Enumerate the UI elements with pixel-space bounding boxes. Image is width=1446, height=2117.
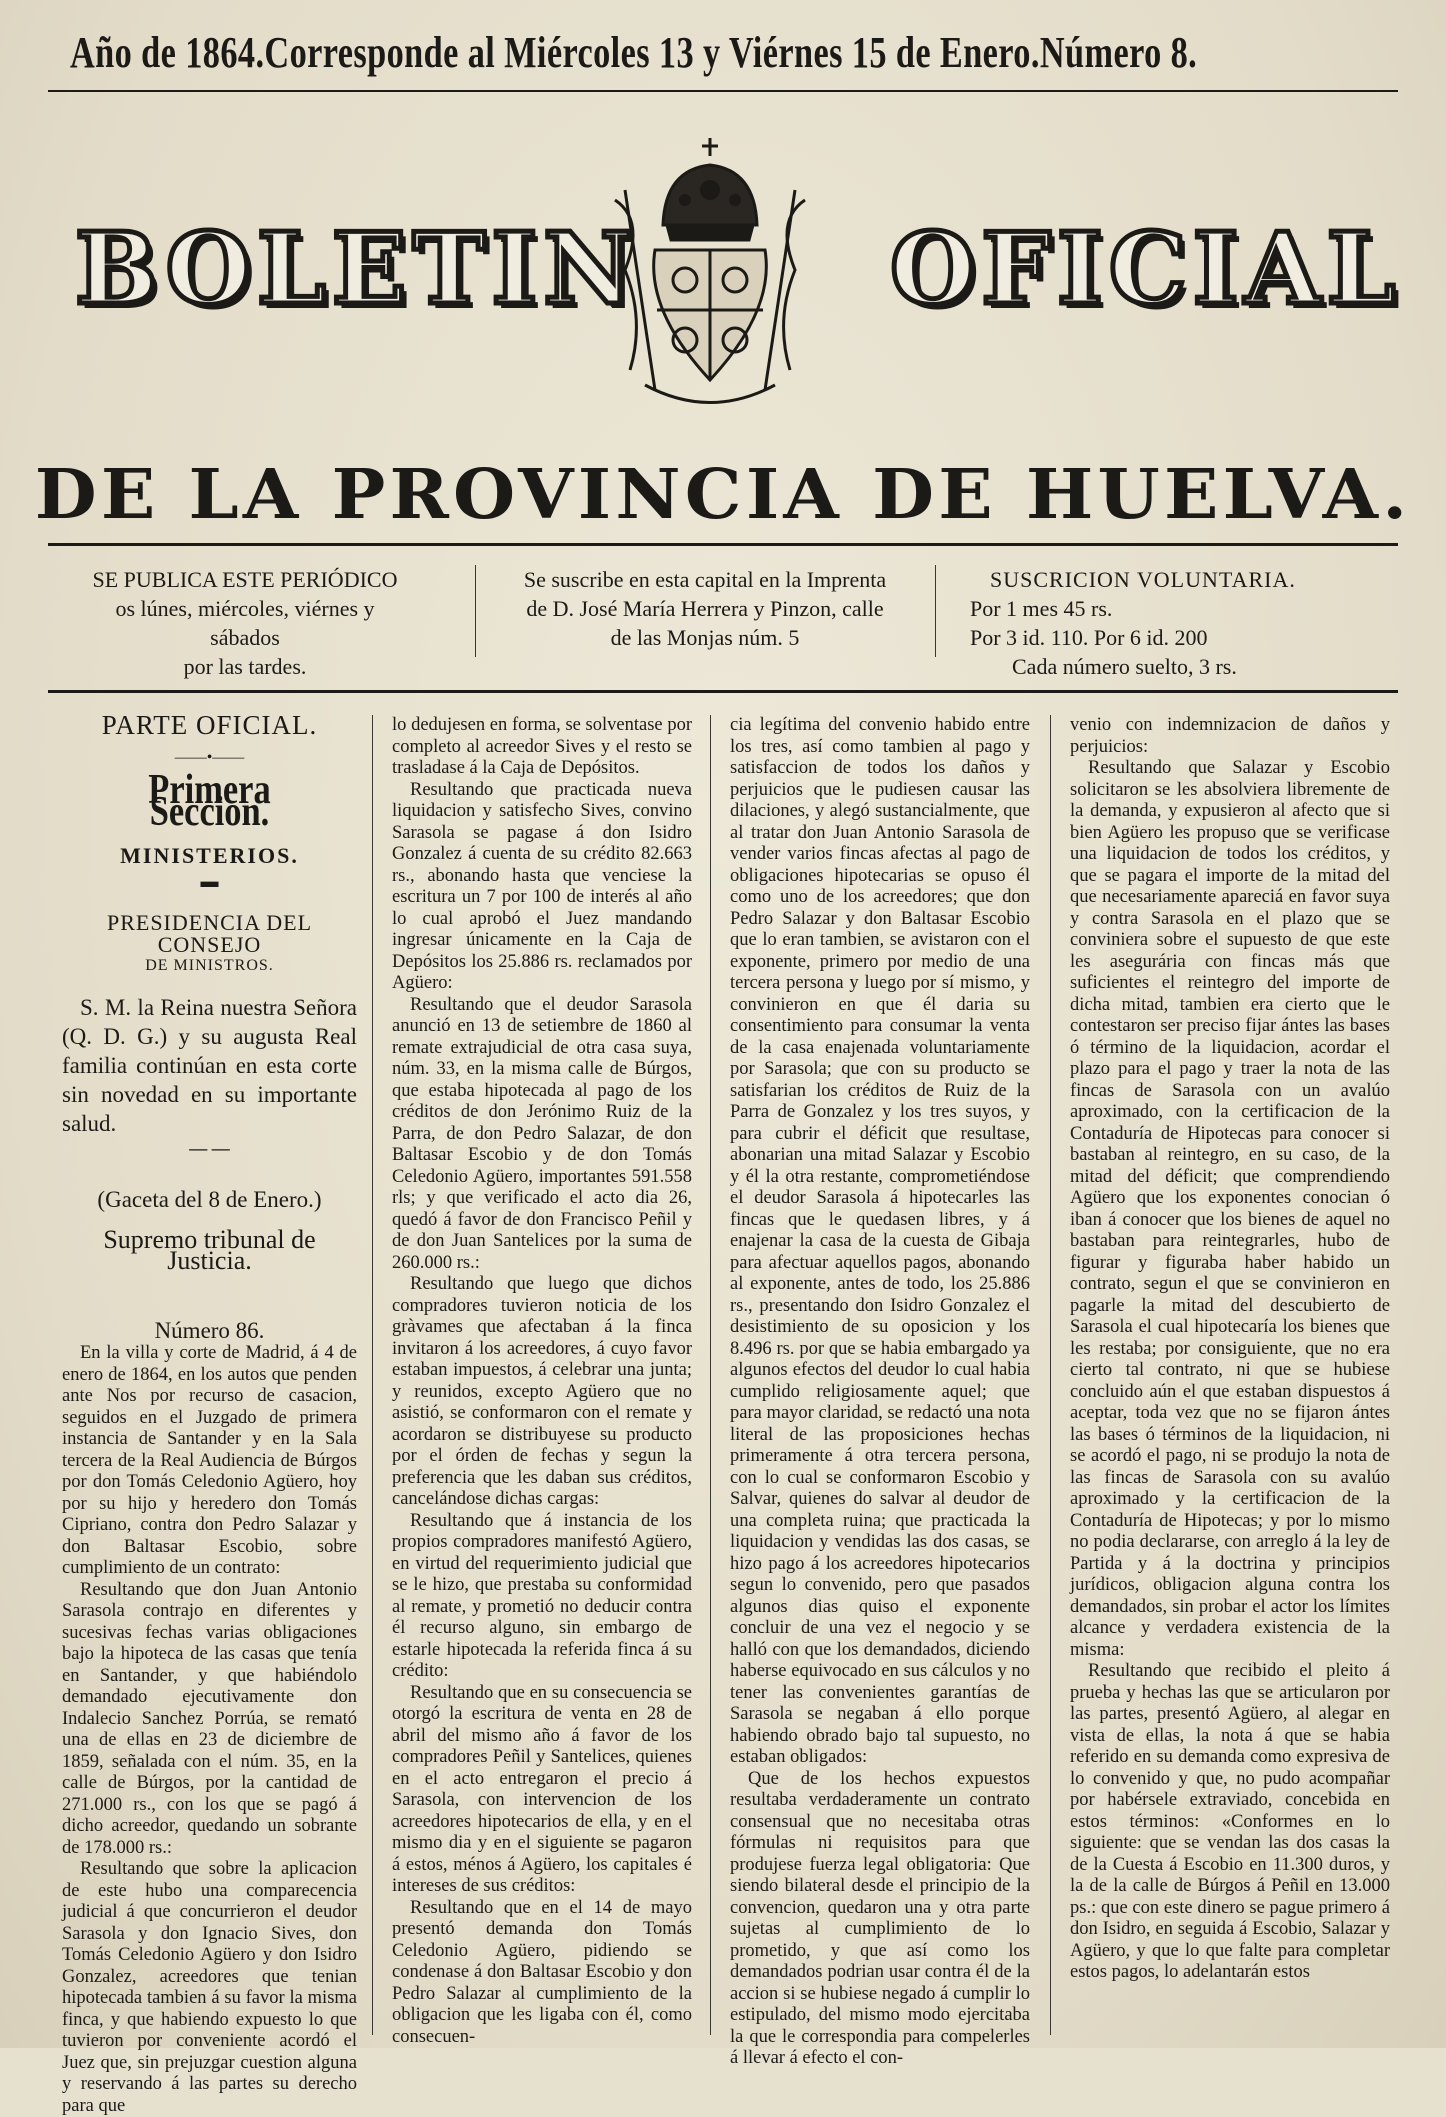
info-divider (935, 565, 936, 657)
column-4 (1070, 715, 1390, 1984)
info-publication (80, 565, 410, 681)
rule-below-info (48, 690, 1398, 693)
ornament-divider: ――•―― (174, 748, 245, 766)
gaceta-source: (Gaceta del 8 de Enero.) (97, 1187, 322, 1212)
issue-year: Año de 1864. (70, 28, 265, 77)
column-2 (392, 715, 692, 2048)
paragraph: Resultando que practicada nueva liquidacion y satisfecho Sives, convino Sarasola se pagase á don Isidro Gonzalez á cuenta de su crédito 82.663 rs., abonando hasta que venciese la escritura un 7 por 100 de interés al año lo cual aprobó el Juez mandando ingresar únicamente en la Caja de Depósitos los 25.886 rs. reclamados por Agüero: (392, 779, 692, 993)
numero-heading: Número 86. (154, 1317, 265, 1343)
presidencia-subheading: DE MINISTROS. (145, 957, 274, 974)
info-divider (475, 565, 476, 657)
paragraph: Resultando que en su consecuencia se otorgó la escritura de venta en 28 de abril del mismo año á favor de los compradores Peñil y Santelices, quienes en el acto entregaron el precio á Sarasola, con intervencion de los acreedores hipotecarios de ella, y en el mismo dia y en el siguiente se pagaron á estos, ménos á Agüero, los capitales é intereses de sus créditos: (392, 1682, 692, 1896)
primera-seccion-heading: Primera Seccion. (148, 767, 271, 835)
title-oficial: OFICIAL (890, 212, 1402, 327)
rule-above-info (48, 543, 1398, 546)
paragraph: Que de los hechos expuestos resultaba verdaderamente un contrato consensual que no necesitaba otras fórmulas ni requisitos para que produjese fuerza legal obligatoria: Que siendo bilateral desde el principio de la convencion, quedaron una y otra parte sujetas al cumplimiento de lo prometido, y que así como los demandados podrian usar contra él de la accion si se hubiese negado á cumplir lo estipulado, del mismo modo ejercitaba la que le correspondia para compelerles á llevar á efecto el con- (730, 1768, 1030, 2068)
title-boletin: BOLETIN (75, 212, 639, 327)
paragraph: Resultando que luego que dichos compradores tuvieron noticia de los gràvames que afectaban á la finca invitaron á los acreedores, á cuyo favor estaban impuestos, á celebrar una junta; y reunidos, excepto Agüero que no asistió, se conformaron con el remate y acordaron se distribuyese su producto por el órden de fechas y segun la preferencia que les daban sus créditos, cancelándose dichas cargas: (392, 1274, 692, 1509)
issue-number: Número 8. (1039, 28, 1198, 77)
paragraph: Resultando que á instancia de los propios compradores manifestó Agüero, en virtud del requerimiento judicial que se le hizo, que prestaba su conformidad al remate, y prometió no deducir contra él recurso alguno, sin embargo de estarle hipotecada la referida finca á su crédito: (392, 1510, 692, 1681)
info-subscription-place (485, 565, 925, 652)
column-1 (62, 710, 357, 2117)
info-line: SUSCRICION VOLUNTARIA. (990, 567, 1296, 592)
paragraph: Resultando que don Juan Antonio Sarasola contrajo en diferentes y sucesivas fechas varias obligaciones bajo la hipoteca de las casas que tenía en Santander, y que habiéndolo demandado ejecutivamente don Indalecio Sanchez Porrúa, se remató una de ellas en 23 de diciembre de 1859, señalada con el núm. 35, en la calle de Búrgos, por la cantidad de 271.000 rs., con los que se pagó á dicho acreedor, quedando un sobrante de 178.000 rs.: (62, 1579, 357, 1858)
paragraph: Resultando que en el 14 de mayo presentó demanda don Tomás Celedonio Agüero, pidiendo se condenase á don Baltasar Escobio y don Pedro Salazar al cumplimiento de la obligacion que les ligaba con él, como consecuen- (392, 1897, 692, 2047)
issue-dates: Corresponde al Miércoles 13 y Viérnes 15 de Enero. (264, 28, 1040, 77)
paragraph: En la villa y corte de Madrid, á 4 de enero de 1864, en los autos que penden ante Nos por recurso de casacion, seguidos en el Juzgado de primera instancia de Santander y en la Sala tercera de la Real Audiencia de Búrgos por don Tomás Celedonio Agüero, hoy por su hijo y heredero don Tomás Cipriano, contra don Pedro Salazar y don Baltasar Escobio, sobre cumplimiento de un contrato: (62, 1343, 357, 1578)
info-line: os lúnes, miércoles, viérnes y sábados (115, 596, 375, 650)
masthead-topline (70, 26, 1198, 78)
tribunal-heading: Supremo tribunal de Justicia. (103, 1224, 316, 1275)
title-provincia: DE LA PROVINCIA DE HUELVA. (34, 455, 1412, 535)
info-prices (950, 565, 1330, 681)
column-divider (372, 715, 373, 2035)
parte-oficial-heading: PARTE OFICIAL. (101, 710, 318, 740)
info-line: Por 1 mes 45 rs. (970, 596, 1113, 621)
info-line: SE PUBLICA ESTE PERIÓDICO (92, 567, 398, 592)
dash-divider: ▬ (200, 870, 219, 891)
paragraph: cia legítima del convenio habido entre los tres, así como tambien al pago y satisfaccion de todos los daños y perjuicios que le pudiesen causar las dilaciones, y alegó sustancialmente, que al tratar don Juan Antonio Sarasola de vender varios fincas afectas al pago de obligaciones hipotecarias se opuso él como uno de los acreedores; que don Pedro Salazar y don Baltasar Escobio que lo eran tambien, se avistaron con el exponente, primero por medio de una tercera persona y luego por sí mismo, y convinieron en que él daria su consentimiento para consumar la venta de la casa enajenada voluntariamente por Sarasola; que con su producto se satisfarian los créditos de Ruiz de la Parra de Gonzalez y los tres suyos, y para cubrir el déficit que resultase, abonarian una mitad Salazar y Escobio y él la otra restante, comprometiéndose el deudor Sarasola á hipotecarles las fincas que le quedasen libres, y á enajenar la casa de la cuesta de Gibaja para afectuar aquellos pagos, abonando al exponente, antes de todo, los 25.886 rs., presentando don Isidro Gonzalez el desistimiento de su oposicion y los 8.496 rs. por que se habia embargado ya algunos efectos del deudor lo cual habia cumplido religiosamente aquel; que para mayor claridad, se redactó una nota literal de las proposiciones hechas primeramente á otra tercera persona, con lo cual se conformaron Escobio y Salvar, quienes do salvar al deudor de una completa ruina; que practicada la liquidacion y vendidas las dos casas, se hizo pago á los acreedores hipotecarios segun lo convenido, pero que pasados algunos dias quiso el exponente concluir de una vez el negocio y se halló con que los demandados, diciendo haberse equivocado en sus cálculos y no tener las convenientes garantías de Sarasola se negaban á ello porque habiendo obrado bajo tal supuesto, no estaban obligados: (730, 715, 1030, 1767)
ministerios-heading: MINISTERIOS. (120, 843, 299, 868)
info-line: por las tardes. (183, 654, 307, 679)
top-rule (48, 90, 1398, 92)
column-3 (730, 715, 1030, 2070)
paragraph: Resultando que recibido el pleito á prueba y hechas las que se articularon por las partes, presentó Agüero, al alegar en vista de ellas, la nota á que se habia referido en su demanda como expresiva de lo convenido y que, no pudo acompañar por habérsele extraviado, concebida en estos términos: «Conformes en lo siguiente: que se vendan las dos casas la de la Cuesta á Escobio en 11.300 duros, y la de la calle de Búrgos á Peñil en 13.000 ps.: que con este dinero se pague primero á don Isidro, en seguida á Escobio, Salazar y Agüero, y que lo que falte para completar estos pagos, lo adelantarán estos (1070, 1661, 1390, 1982)
info-line: de las Monjas núm. 5 (610, 625, 800, 650)
info-line: Se suscribe en esta capital en la Imprenta (523, 567, 887, 592)
presidencia-heading: PRESIDENCIA DEL CONSEJO (106, 910, 313, 957)
paragraph: Resultando que el deudor Sarasola anunció en 13 de setiembre de 1860 al remate extrajudicial de otra casa suya, núm. 33, en la misma calle de Búrgos, que estaba hipotecada al pago de los créditos de don Jerónimo Ruiz de la Parra, de don Pedro Salazar, de don Baltasar Escobio y de don Tomás Celedonio Agüero, importantes 591.558 rls; y que verificado el acto dia 26, quedó á favor de don Francisco Peñil y de don Juan Santelices por la suma de 260.000 rs.: (392, 994, 692, 1273)
paragraph: Resultando que Salazar y Escobio solicitaron se les absolviera libremente de la demanda, y expusieron al afecto que si bien Agüero les propuso que se verificase una liquidacion de todos los créditos, y que se pagara el importe de la mitad del que necesariamente apareciá en favor suya y contra Sarasola en el plazo que se conviniera sobre el supuesto de que este les asegurária con fincas más que suficientes el reintegro del importe de dicha mitad, tambien era cierto que le contestaron ser preciso fijar ántes las bases ó término de la liquidacion, acordar el plazo para el pago y traer la nota de las fincas de Sarasola con un avalúo aproximado, con la certificacion de la Contaduría de Hipotecas para conocer si bastaban al reintegro, en su caso, de la mitad del déficit; que comprendiendo Agüero que los exponentes conocian ó iban á conocer que los bienes de aquel no bastaban para reintegrarles, hubo de figurar y figuraba haber habido un contrato, segun el que se convinieron en pagarle la mitad del descubierto de Sarasola el cual hipotecaría los bienes que les restaba; por consiguiente, que no era cierto tal contrato, ni que se hubiese concluido aún el que estaban dispuestos á aceptar, toda vez que no se fijaron ántes las bases ó términos de la liquidacion, ni se acordó el pago, ni se produjo la nota de las fincas de Sarasola con su avalúo aproximado y la certificacion de la Contaduría de Hipotecas; y por lo mismo no podia declararse, con arreglo á la ley de Partida y á la doctrina y principios jurídicos, obligacion alguna contra los demandados, sin probar el actor los límites alcance y verdadera existencia de la misma: (1070, 758, 1390, 1660)
column-divider (1050, 715, 1051, 2035)
paragraph: lo dedujesen en forma, se solventase por completo al acreedor Sives y el resto se trasladase á la Caja de Depósitos. (392, 715, 692, 778)
column-divider (710, 715, 711, 2035)
info-line: de D. José María Herrera y Pinzon, calle (526, 596, 884, 621)
info-line: Por 3 id. 110. Por 6 id. 200 (970, 625, 1208, 650)
info-line: Cada número suelto, 3 rs. (1012, 654, 1237, 679)
dash-divider: — — (189, 1137, 230, 1158)
paragraph: venio con indemnizacion de daños y perjuicios: (1070, 715, 1390, 757)
paragraph: Resultando que sobre la aplicacion de este hubo una comparecencia judicial á que concurrieron el deudor Sarasola y don Ignacio Sives, don Tomás Celedonio Agüero y don Isidro Gonzalez, acreedores que tenian hipotecada tambien á su favor la misma finca, y que habiendo expuesto lo que tuvieron por conveniente acordó el Juez que, sin prejuzgar cuestion alguna y reservando á las partes su derecho para que (62, 1859, 357, 2116)
royal-health-notice: S. M. la Reina nuestra Señora (Q. D. G.) y su augusta Real familia continúan en esta corte sin novedad en su importante salud. (62, 994, 357, 1136)
